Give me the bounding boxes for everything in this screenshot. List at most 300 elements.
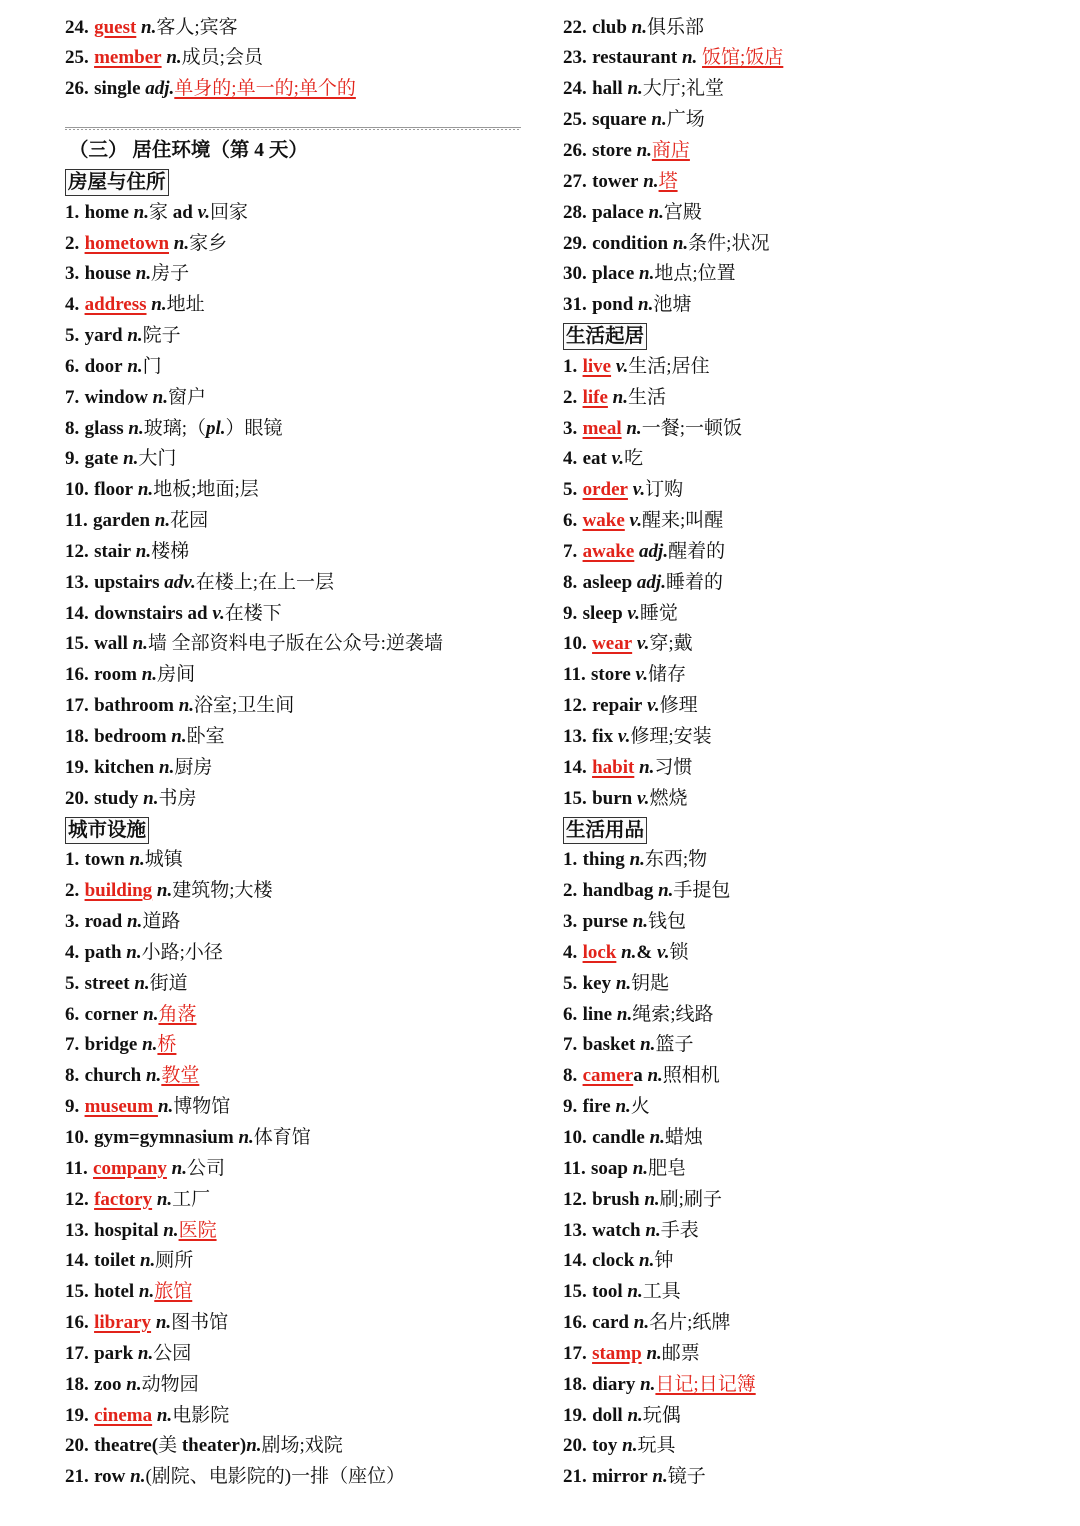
meaning: 图书馆 xyxy=(171,1312,229,1334)
part-of-speech: n. xyxy=(154,756,175,778)
entry-number: 10. xyxy=(563,633,587,655)
entry-number: 19. xyxy=(65,756,89,778)
vocab-entry xyxy=(65,475,535,506)
meaning: 窗户 xyxy=(168,386,207,408)
headword: gym=gymnasium xyxy=(94,1126,234,1148)
highlighted-word: address xyxy=(84,294,147,316)
headword: tower xyxy=(592,170,639,192)
highlighted-word: hometown xyxy=(84,232,170,254)
category-label-row xyxy=(65,167,535,198)
meaning: 玻璃;（ xyxy=(143,417,206,439)
part-of-speech: n. xyxy=(136,16,157,38)
part-of-speech: n. xyxy=(122,325,143,347)
headword: & xyxy=(636,941,657,963)
highlighted-word: library xyxy=(94,1312,152,1334)
part-of-speech: n. xyxy=(128,201,149,223)
meaning: 生活 xyxy=(627,386,666,408)
part-of-speech: n. xyxy=(677,47,703,69)
part-of-speech: n. xyxy=(627,911,649,933)
part-of-speech: n. xyxy=(127,633,148,655)
entry-number: 5. xyxy=(563,972,578,994)
meaning: 绳索;线路 xyxy=(632,1003,714,1025)
vocab-entry xyxy=(563,1154,1033,1185)
part-of-speech: n. xyxy=(133,1342,154,1364)
entry-number: 31. xyxy=(563,294,587,316)
meaning: 修理;安装 xyxy=(630,726,712,747)
part-of-speech: n. xyxy=(629,1312,650,1334)
meaning: 公园 xyxy=(153,1342,192,1364)
entry-number: 15. xyxy=(563,787,587,809)
headword: burn xyxy=(592,787,633,809)
entry-number: 10. xyxy=(563,1126,587,1148)
entry-number: 5. xyxy=(563,479,578,501)
vocab-entry xyxy=(65,1339,535,1370)
meaning: 在楼下 xyxy=(224,602,282,624)
entry-number: 12. xyxy=(563,695,587,717)
vocab-entry xyxy=(65,1000,535,1031)
part-of-speech: n. xyxy=(634,263,655,285)
highlighted-word: camer xyxy=(582,1065,634,1087)
meaning: 穿;戴 xyxy=(649,633,693,655)
meaning: 浴室;卫生间 xyxy=(194,695,295,717)
part-of-speech: v. xyxy=(212,602,225,624)
meaning: 厕所 xyxy=(155,1250,194,1272)
vocab-entry xyxy=(65,13,535,44)
highlighted-meaning: 商店 xyxy=(651,139,690,161)
meaning: 吃 xyxy=(624,448,644,470)
entry-number: 18. xyxy=(65,1373,89,1395)
vocab-entry xyxy=(65,383,535,414)
entry-number: 10. xyxy=(65,479,89,501)
highlighted-word: meal xyxy=(582,417,622,439)
headword: upstairs xyxy=(94,571,160,593)
headword: thing xyxy=(582,849,625,871)
entry-number: 27. xyxy=(563,170,587,192)
headword: ad xyxy=(167,201,198,223)
vocab-entry xyxy=(563,599,1033,630)
entry-number: 28. xyxy=(563,201,587,223)
entry-number: 1. xyxy=(563,849,578,871)
vocab-entry xyxy=(563,352,1033,383)
headword: place xyxy=(592,263,635,285)
vocab-entry xyxy=(563,722,1033,753)
part-of-speech: v. xyxy=(627,479,646,501)
headword: restaurant xyxy=(592,47,678,69)
category-label-row xyxy=(563,815,1033,846)
meaning: 钥匙 xyxy=(631,972,670,994)
part-of-speech: n. xyxy=(635,1034,656,1056)
part-of-speech: n. xyxy=(141,1065,162,1087)
highlighted-meaning: 角落 xyxy=(158,1003,197,1025)
part-of-speech: v. xyxy=(632,787,650,809)
entry-number: 18. xyxy=(65,726,89,747)
part-of-speech: n. xyxy=(634,1250,655,1272)
headword: study xyxy=(94,787,139,809)
part-of-speech: n. xyxy=(169,232,190,254)
meaning: 小路;小径 xyxy=(141,941,223,963)
entry-number: 19. xyxy=(563,1404,587,1426)
headword: eat xyxy=(582,448,607,470)
part-of-speech: n. xyxy=(138,1003,159,1025)
headword: corner xyxy=(84,1003,139,1025)
meaning: 条件;状况 xyxy=(688,232,770,254)
part-of-speech: n. xyxy=(633,294,654,316)
vocab-entry xyxy=(563,660,1033,691)
part-of-speech: n. xyxy=(622,78,643,100)
vocab-entry xyxy=(563,259,1033,290)
headword: yard xyxy=(84,325,123,347)
vocab-entry xyxy=(563,136,1033,167)
entry-number: 21. xyxy=(563,1466,587,1488)
vocab-entry xyxy=(563,1401,1033,1432)
headword: single xyxy=(94,78,141,100)
entry-number: 14. xyxy=(563,756,587,778)
headword: church xyxy=(84,1065,142,1087)
headword: hospital xyxy=(94,1219,159,1241)
vocab-entry xyxy=(563,753,1033,784)
part-of-speech: n. xyxy=(641,1342,662,1364)
entry-number: 6. xyxy=(65,355,80,377)
highlighted-meaning: 医院 xyxy=(178,1219,217,1241)
entry-number: 18. xyxy=(563,1373,587,1395)
entry-number: 13. xyxy=(65,1219,89,1241)
entry-number: 17. xyxy=(563,1342,587,1364)
vocab-entry xyxy=(563,198,1033,229)
vocab-entry xyxy=(563,1277,1033,1308)
vocab-entry xyxy=(563,43,1033,74)
meaning: 池塘 xyxy=(653,294,692,316)
meaning: (剧院、电影院的)一排（座位） xyxy=(145,1466,406,1488)
part-of-speech: n. xyxy=(151,1312,172,1334)
entry-number: 7. xyxy=(563,540,578,562)
category-label: 城市设施 xyxy=(65,817,149,844)
part-of-speech: v. xyxy=(611,355,629,377)
part-of-speech: n. xyxy=(233,1126,254,1148)
highlighted-word: awake xyxy=(582,540,635,562)
vocab-entry xyxy=(65,845,535,876)
meaning: 俱乐部 xyxy=(647,16,705,38)
headword: path xyxy=(84,941,122,963)
section-divider xyxy=(65,105,535,136)
headword: glass xyxy=(84,417,124,439)
meaning: 大厅;礼堂 xyxy=(642,78,725,100)
part-of-speech: n. xyxy=(135,1250,156,1272)
part-of-speech: n. xyxy=(616,941,637,963)
entry-number: 15. xyxy=(65,1281,89,1303)
meaning: 公司 xyxy=(187,1157,226,1179)
vocab-entry xyxy=(65,198,535,229)
entry-number: 2. xyxy=(65,232,80,254)
part-of-speech: n. xyxy=(640,1219,661,1241)
entry-number: 14. xyxy=(563,1250,587,1272)
meaning: 一餐;一顿饭 xyxy=(641,417,742,439)
part-of-speech: n. xyxy=(646,109,667,131)
headword: basket xyxy=(582,1034,636,1056)
vocab-entry xyxy=(563,229,1033,260)
headword: row xyxy=(94,1466,126,1488)
vocab-entry xyxy=(563,1339,1033,1370)
part-of-speech: n. xyxy=(118,448,139,470)
vocab-entry xyxy=(563,1092,1033,1123)
part-of-speech: n. xyxy=(131,540,152,562)
meaning: 家乡 xyxy=(189,232,228,254)
vocab-entry xyxy=(563,784,1033,815)
meaning: 卧室 xyxy=(186,726,225,747)
vocab-entry xyxy=(65,568,535,599)
meaning: 名片;纸牌 xyxy=(649,1312,731,1334)
part-of-speech: n. xyxy=(634,756,655,778)
vocab-entry xyxy=(563,1462,1033,1493)
vocab-entry xyxy=(563,629,1033,660)
headword: bridge xyxy=(84,1034,138,1056)
entry-number: 6. xyxy=(563,510,578,532)
left-column xyxy=(65,13,535,1494)
entry-number: 2. xyxy=(65,880,80,902)
headword: road xyxy=(84,911,123,933)
meaning: 厨房 xyxy=(174,756,213,778)
headword: purse xyxy=(582,911,628,933)
entry-number: 11. xyxy=(563,1157,586,1179)
part-of-speech: n. xyxy=(644,1126,665,1148)
part-of-speech: n. xyxy=(133,479,154,501)
entry-number: 8. xyxy=(65,417,80,439)
highlighted-word: stamp xyxy=(592,1342,642,1364)
meaning: 储存 xyxy=(648,664,687,686)
entry-number: 12. xyxy=(65,1188,89,1210)
entry-number: 2. xyxy=(563,386,578,408)
entry-number: 25. xyxy=(563,109,587,131)
entry-number: 8. xyxy=(563,571,578,593)
highlighted-word: live xyxy=(582,355,612,377)
meaning: 楼梯 xyxy=(151,540,190,562)
entry-number: 14. xyxy=(65,602,89,624)
highlighted-meaning: 旅馆 xyxy=(154,1281,193,1303)
vocab-entry xyxy=(65,352,535,383)
vocab-entry xyxy=(65,1123,535,1154)
entry-number: 9. xyxy=(563,602,578,624)
meaning: 刷;刷子 xyxy=(659,1188,722,1210)
part-of-speech: v. xyxy=(622,602,640,624)
part-of-speech: n. xyxy=(639,1188,660,1210)
vocab-entry xyxy=(65,660,535,691)
headword: condition xyxy=(592,232,669,254)
meaning: 玩偶 xyxy=(642,1404,681,1426)
vocab-entry xyxy=(65,414,535,445)
highlighted-word: wake xyxy=(582,510,625,532)
meaning: 宫殿 xyxy=(663,201,702,223)
vocab-entry xyxy=(65,1462,535,1493)
entry-number: 13. xyxy=(563,726,587,747)
highlighted-meaning: 教堂 xyxy=(161,1065,200,1087)
headword: asleep xyxy=(582,571,633,593)
vocab-entry xyxy=(563,444,1033,475)
part-of-speech: n. xyxy=(146,294,167,316)
entry-number: 20. xyxy=(563,1435,587,1457)
vocab-entry xyxy=(65,1092,535,1123)
meaning: 工厂 xyxy=(172,1188,211,1210)
part-of-speech: n. xyxy=(610,1096,631,1118)
meaning: 钟 xyxy=(654,1250,674,1272)
entry-number: 3. xyxy=(563,911,578,933)
right-column xyxy=(563,13,1033,1494)
entry-number: 26. xyxy=(65,78,89,100)
entry-number: 3. xyxy=(563,417,578,439)
part-of-speech: v. xyxy=(624,510,643,532)
headword: downstairs ad xyxy=(94,602,213,624)
vocab-entry xyxy=(65,784,535,815)
highlighted-word: building xyxy=(84,880,153,902)
part-of-speech: n. xyxy=(627,1157,649,1179)
vocab-entry xyxy=(563,1308,1033,1339)
meaning: 电影院 xyxy=(172,1404,230,1426)
entry-number: 25. xyxy=(65,47,89,69)
meaning: 醒着的 xyxy=(668,540,726,562)
part-of-speech: n. xyxy=(668,232,689,254)
entry-number: 1. xyxy=(65,849,80,871)
vocab-entry xyxy=(563,383,1033,414)
entry-number: 4. xyxy=(65,294,80,316)
meaning: 手提包 xyxy=(673,880,731,902)
part-of-speech: n. xyxy=(137,1034,158,1056)
vocab-entry xyxy=(65,290,535,321)
vocab-entry xyxy=(65,753,535,784)
entry-number: 3. xyxy=(65,911,80,933)
meaning: 博物馆 xyxy=(173,1096,231,1118)
part-of-speech: n. xyxy=(123,417,144,439)
vocab-entry xyxy=(563,105,1033,136)
highlighted-word: wear xyxy=(592,633,633,655)
category-label: 生活起居 xyxy=(563,323,647,350)
meaning: 生活;居住 xyxy=(628,355,710,377)
entry-number: 11. xyxy=(65,1157,88,1179)
vocab-entry xyxy=(65,599,535,630)
entry-number: 11. xyxy=(65,510,88,532)
part-of-speech: n. xyxy=(147,386,168,408)
vocab-entry xyxy=(65,691,535,722)
highlighted-meaning: 单身的;单一的;单个的 xyxy=(174,78,356,100)
entry-number: 24. xyxy=(563,78,587,100)
meaning: 成员;会员 xyxy=(181,47,263,69)
headword: candle xyxy=(592,1126,645,1148)
meaning: 玩具 xyxy=(637,1435,676,1457)
highlighted-meaning: 桥 xyxy=(157,1034,177,1056)
highlighted-word: factory xyxy=(94,1188,153,1210)
vocab-entry xyxy=(65,1370,535,1401)
meaning: 城镇 xyxy=(144,849,183,871)
vocab-entry xyxy=(65,1277,535,1308)
meaning: 大门 xyxy=(138,448,177,470)
meaning: 花园 xyxy=(170,510,209,532)
meaning: 美 xyxy=(158,1435,178,1457)
part-of-speech: n. xyxy=(622,1281,643,1303)
headword: store xyxy=(591,664,631,686)
part-of-speech: n. xyxy=(612,1003,633,1025)
entry-number: 5. xyxy=(65,972,80,994)
vocab-entry xyxy=(65,1216,535,1247)
part-of-speech: n. xyxy=(134,1281,155,1303)
entry-number: 21. xyxy=(65,1466,89,1488)
vocab-entry xyxy=(563,475,1033,506)
entry-number: 24. xyxy=(65,16,89,38)
part-of-speech: n. xyxy=(121,941,142,963)
entry-number: 15. xyxy=(65,633,89,655)
meaning: 道路 xyxy=(142,911,181,933)
meaning: 燃烧 xyxy=(649,787,688,809)
part-of-speech: n. xyxy=(653,880,674,902)
entry-number: 8. xyxy=(563,1065,578,1087)
vocab-entry xyxy=(563,1000,1033,1031)
headword: stair xyxy=(94,540,131,562)
vocab-entry xyxy=(65,1308,535,1339)
part-of-speech: n. xyxy=(129,972,150,994)
meaning: 锁 xyxy=(669,941,689,963)
vocab-entry xyxy=(563,845,1033,876)
meaning: 睡觉 xyxy=(639,602,678,624)
headword: diary xyxy=(592,1373,636,1395)
entry-number: 8. xyxy=(65,1065,80,1087)
part-of-speech: n. xyxy=(166,1157,187,1179)
entry-number: 3. xyxy=(65,263,80,285)
entry-number: 20. xyxy=(65,787,89,809)
vocab-entry xyxy=(563,691,1033,722)
part-of-speech: n. xyxy=(638,170,659,192)
meaning: 东西;物 xyxy=(644,849,708,871)
entry-number: 14. xyxy=(65,1250,89,1272)
headword: brush xyxy=(592,1188,640,1210)
headword: theater) xyxy=(177,1435,247,1457)
entry-number: 13. xyxy=(563,1219,587,1241)
vocab-entry xyxy=(563,167,1033,198)
headword: kitchen xyxy=(94,756,155,778)
headword: doll xyxy=(592,1404,623,1426)
meaning: 房间 xyxy=(157,664,196,686)
headword: home xyxy=(84,201,129,223)
vocab-entry xyxy=(65,1401,535,1432)
vocab-entry xyxy=(65,321,535,352)
headword: palace xyxy=(592,201,644,223)
meaning: 篮子 xyxy=(655,1034,694,1056)
part-of-speech: n. xyxy=(161,47,182,69)
vocab-entry xyxy=(65,43,535,74)
entry-number: 19. xyxy=(65,1404,89,1426)
headword: theatre( xyxy=(94,1435,159,1457)
entry-number: 4. xyxy=(563,448,578,470)
part-of-speech: n. xyxy=(643,201,664,223)
part-of-speech: n. xyxy=(122,355,143,377)
part-of-speech: n. xyxy=(617,1435,638,1457)
part-of-speech: v. xyxy=(642,695,660,717)
entry-number: 7. xyxy=(563,1034,578,1056)
meaning: 在楼上;在上一层 xyxy=(195,571,335,593)
meaning: 剧场;戏院 xyxy=(261,1435,343,1457)
part-of-speech: n. xyxy=(138,787,159,809)
headword: house xyxy=(84,263,132,285)
part-of-speech: n. xyxy=(152,1188,173,1210)
entry-number: 17. xyxy=(65,695,89,717)
meaning: 广场 xyxy=(666,109,705,131)
entry-number: 1. xyxy=(563,355,578,377)
category-label-row xyxy=(563,321,1033,352)
meaning: ）眼镜 xyxy=(225,417,283,439)
headword: floor xyxy=(94,479,134,501)
vocab-entry xyxy=(563,414,1033,445)
headword: watch xyxy=(592,1219,641,1241)
headword: zoo xyxy=(94,1373,122,1395)
entry-number: 16. xyxy=(65,664,89,686)
vocab-entry xyxy=(563,290,1033,321)
headword: mirror xyxy=(592,1466,648,1488)
entry-number: 30. xyxy=(563,263,587,285)
